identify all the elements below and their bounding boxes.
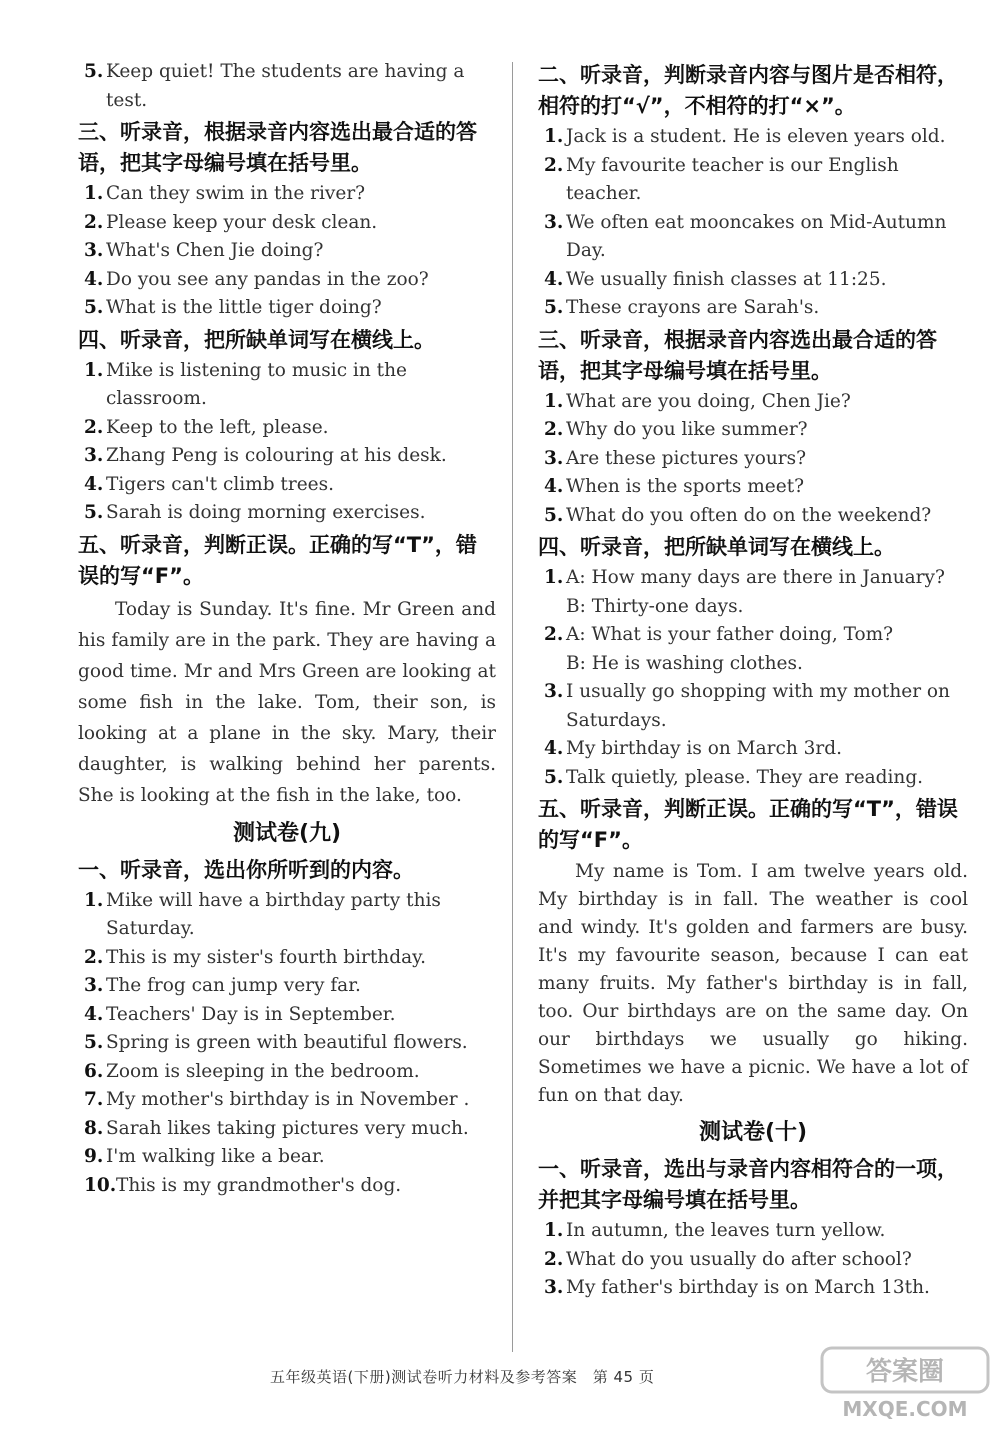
- section-heading: 四、听录音，把所缺单词写在横线上。: [78, 327, 435, 352]
- list-item: 1. Mike is listening to music in the classroom.: [84, 359, 407, 409]
- watermark-text-top: 答案圈: [865, 1357, 945, 1387]
- list-item: 7. My mother's birthday is in November .: [84, 1089, 470, 1110]
- test-title: 测试卷(十): [698, 1120, 808, 1145]
- list-item: 1. Jack is a student. He is eleven years old.: [544, 126, 946, 147]
- list-item: 2. Keep to the left, please.: [84, 416, 329, 438]
- list-item: 4. Tigers can't climb trees.: [84, 473, 334, 495]
- list-item: 4. My birthday is on March 3rd.: [544, 738, 842, 759]
- section-heading: 五、听录音，判断正误。正确的写“T”，错误的写“F”。: [538, 797, 958, 852]
- section-heading: 三、听录音，根据录音内容选出最合适的答语，把其字母编号填在括号里。: [78, 120, 477, 175]
- test-title: 测试卷(九): [232, 820, 342, 846]
- watermark-text-bottom: MXQE.COM: [842, 1397, 968, 1421]
- list-item: 2. A: What is your father doing, Tom? B: He is washing clothes.: [538, 621, 968, 678]
- list-item: 4. We usually finish classes at 11:25.: [544, 268, 887, 290]
- list-item: 3. Are these pictures yours?: [544, 447, 807, 469]
- watermark-logo: [820, 1346, 990, 1422]
- list-item: 5. Keep quiet! The students are having a test.: [84, 61, 465, 111]
- list-item: 5. Sarah is doing morning exercises.: [84, 502, 426, 523]
- section-heading: 一、听录音，选出与录音内容相符合的一项，并把其字母编号填在括号里。: [538, 1157, 958, 1212]
- dialogue-reply: B: Thirty-one days.: [566, 595, 744, 617]
- list-item: 2. My favourite teacher is our English teacher.: [544, 154, 899, 204]
- list-item: 1. Mike will have a birthday party this Saturday.: [84, 889, 441, 939]
- list-item: 3. The frog can jump very far.: [84, 975, 361, 996]
- left-column: [78, 58, 496, 1200]
- list-item: 3. I usually go shopping with my mother on Saturdays.: [544, 681, 950, 731]
- list-item: 2. This is my sister's fourth birthday.: [84, 946, 426, 968]
- column-divider: [512, 62, 513, 1352]
- list-item: 5. These crayons are Sarah's.: [544, 297, 820, 318]
- list-item: 1. Can they swim in the river?: [84, 183, 366, 204]
- section-heading: 四、听录音，把所缺单词写在横线上。: [538, 535, 895, 559]
- list-item: 5. Talk quietly, please. They are reading.: [544, 766, 924, 788]
- list-item: 10.This is my grandmother's dog.: [84, 1174, 402, 1196]
- list-item: 2. Please keep your desk clean.: [84, 211, 378, 233]
- section-heading: 二、听录音，判断录音内容与图片是否相符，相符的打“√”，不相符的打“×”。: [538, 63, 958, 118]
- list-item: 5. Spring is green with beautiful flowers.: [84, 1032, 468, 1053]
- list-item: 3. Zhang Peng is colouring at his desk.: [84, 445, 447, 466]
- passage: Today is Sunday. It's fine. Mr Green and his family are in the park. They are having a good time. Mr and Mrs Green are looking at some fish in the lake. Tom, their son, is looking at a plane in the sky. Mary, their daughter, is walking behind her parents. She is looking at the fish in the lake, too.: [78, 598, 496, 806]
- right-column: [538, 58, 968, 1303]
- list-item: 3. We often eat mooncakes on Mid-Autumn Day.: [544, 211, 947, 261]
- list-item: 5. What do you often do on the weekend?: [544, 504, 932, 526]
- list-item: 2. Why do you like summer?: [544, 419, 808, 440]
- list-item: 3. My father's birthday is on March 13th.: [544, 1277, 930, 1298]
- dialogue-reply: B: He is washing clothes.: [566, 652, 803, 674]
- list-item: 9. I'm walking like a bear.: [84, 1146, 325, 1167]
- list-item: 8. Sarah likes taking pictures very much.: [84, 1117, 469, 1139]
- list-item: 3. What's Chen Jie doing?: [84, 240, 324, 261]
- list-item: 1. In autumn, the leaves turn yellow.: [544, 1220, 886, 1241]
- list-item: 4. Do you see any pandas in the zoo?: [84, 268, 429, 290]
- list-item: 5. What is the little tiger doing?: [84, 297, 382, 318]
- passage: My name is Tom. I am twelve years old. My birthday is in fall. The weather is cool and windy. It's golden and farmers are busy. It's my favourite season, because I can eat many fruits. My father's birthday is in fall, too. Our birthdays are on the same day. On our birthdays we usually go hiking. Sometimes we have a picnic. We have a lot of fun on that day.: [538, 861, 968, 1106]
- list-item: 4. Teachers' Day is in September.: [84, 1003, 396, 1025]
- page-footer: 五年级英语(下册)测试卷听力材料及参考答案 第 45 页: [270, 1368, 655, 1386]
- list-item: 1. What are you doing, Chen Jie?: [544, 390, 851, 412]
- list-item: 2. What do you usually do after school?: [544, 1248, 912, 1270]
- list-item: 4. When is the sports meet?: [544, 476, 805, 497]
- section-heading: 一、听录音，选出你所听到的内容。: [78, 857, 414, 882]
- section-heading: 三、听录音，根据录音内容选出最合适的答语，把其字母编号填在括号里。: [538, 327, 937, 383]
- list-item: 1. A: How many days are there in January? B: Thirty-one days.: [538, 564, 968, 621]
- list-item: 6. Zoom is sleeping in the bedroom.: [84, 1060, 420, 1082]
- section-heading: 五、听录音，判断正误。正确的写“T”，错误的写“F”。: [78, 532, 477, 588]
